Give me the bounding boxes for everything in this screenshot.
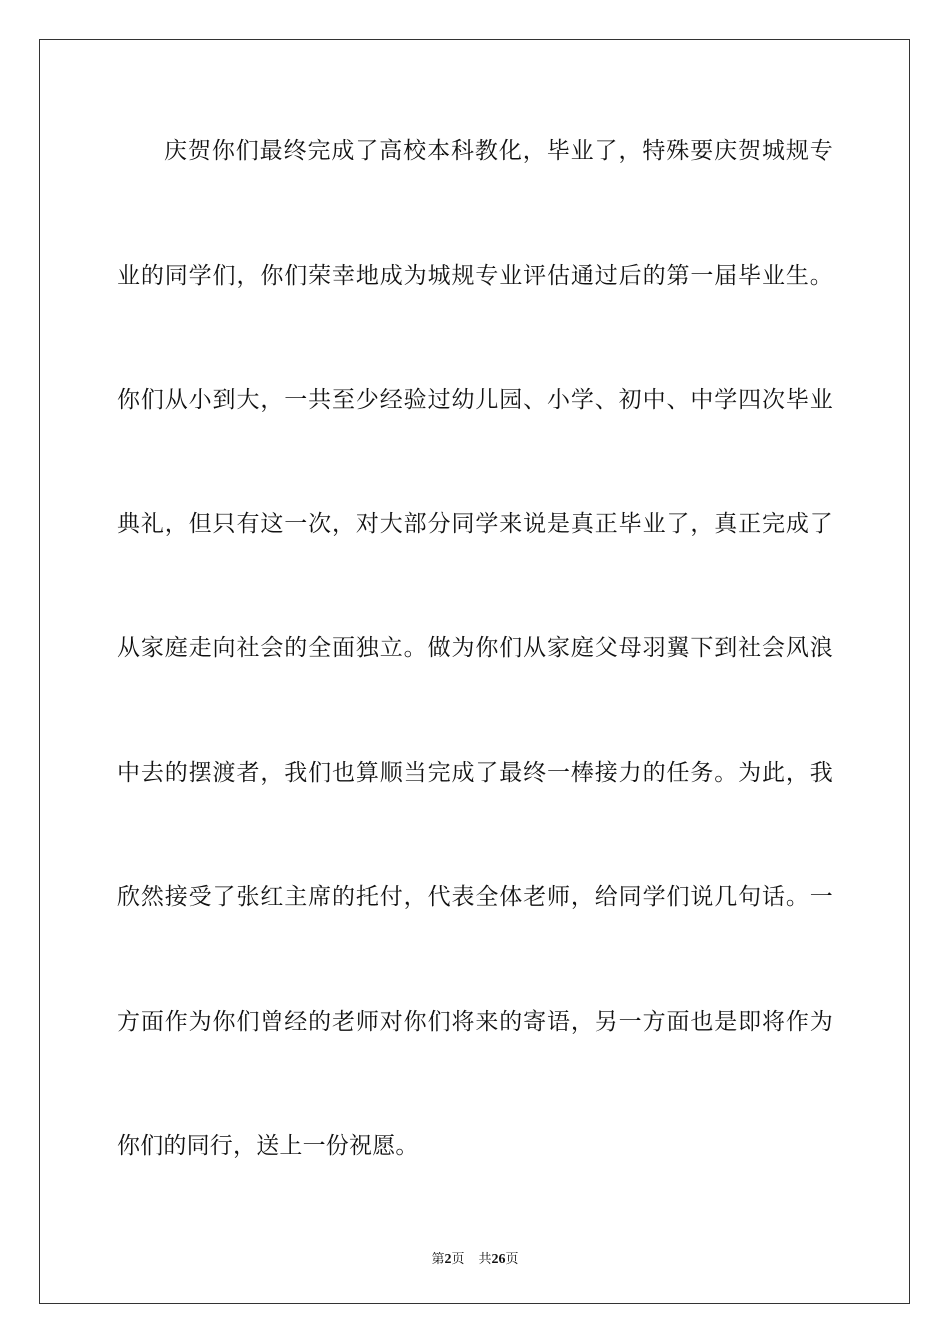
paragraph-line-7: 欣然接受了张红主席的托付，代表全体老师，给同学们说几句话。一 [117,884,833,910]
page-number: 2 [444,1252,452,1267]
page-footer [0,1248,950,1268]
paragraph-line-1: 庆贺你们最终完成了高校本科教化，毕业了，特殊要庆贺城规专 [164,138,833,164]
paragraph-line-3: 你们从小到大，一共至少经验过幼儿园、小学、初中、中学四次毕业 [117,387,833,413]
paragraph-line-4: 典礼，但只有这一次，对大部分同学来说是真正毕业了，真正完成了 [117,511,833,537]
paragraph-line-9: 你们的同行，送上一份祝愿。 [117,1133,419,1159]
paragraph-line-8: 方面作为你们曾经的老师对你们将来的寄语，另一方面也是即将作为 [117,1009,833,1035]
total-suffix: 页 [505,1252,519,1267]
paragraph-line-6: 中去的摆渡者，我们也算顺当完成了最终一棒接力的任务。为此，我 [117,760,833,786]
paragraph-line-5: 从家庭走向社会的全面独立。做为你们从家庭父母羽翼下到社会风浪 [117,635,833,661]
total-prefix: 共 [478,1252,492,1267]
page-border [39,39,910,1304]
page-suffix: 页 [451,1252,465,1267]
paragraph-line-2: 业的同学们，你们荣幸地成为城规专业评估通过后的第一届毕业生。 [117,263,833,289]
page-prefix: 第 [431,1252,445,1267]
total-pages: 26 [491,1252,506,1267]
